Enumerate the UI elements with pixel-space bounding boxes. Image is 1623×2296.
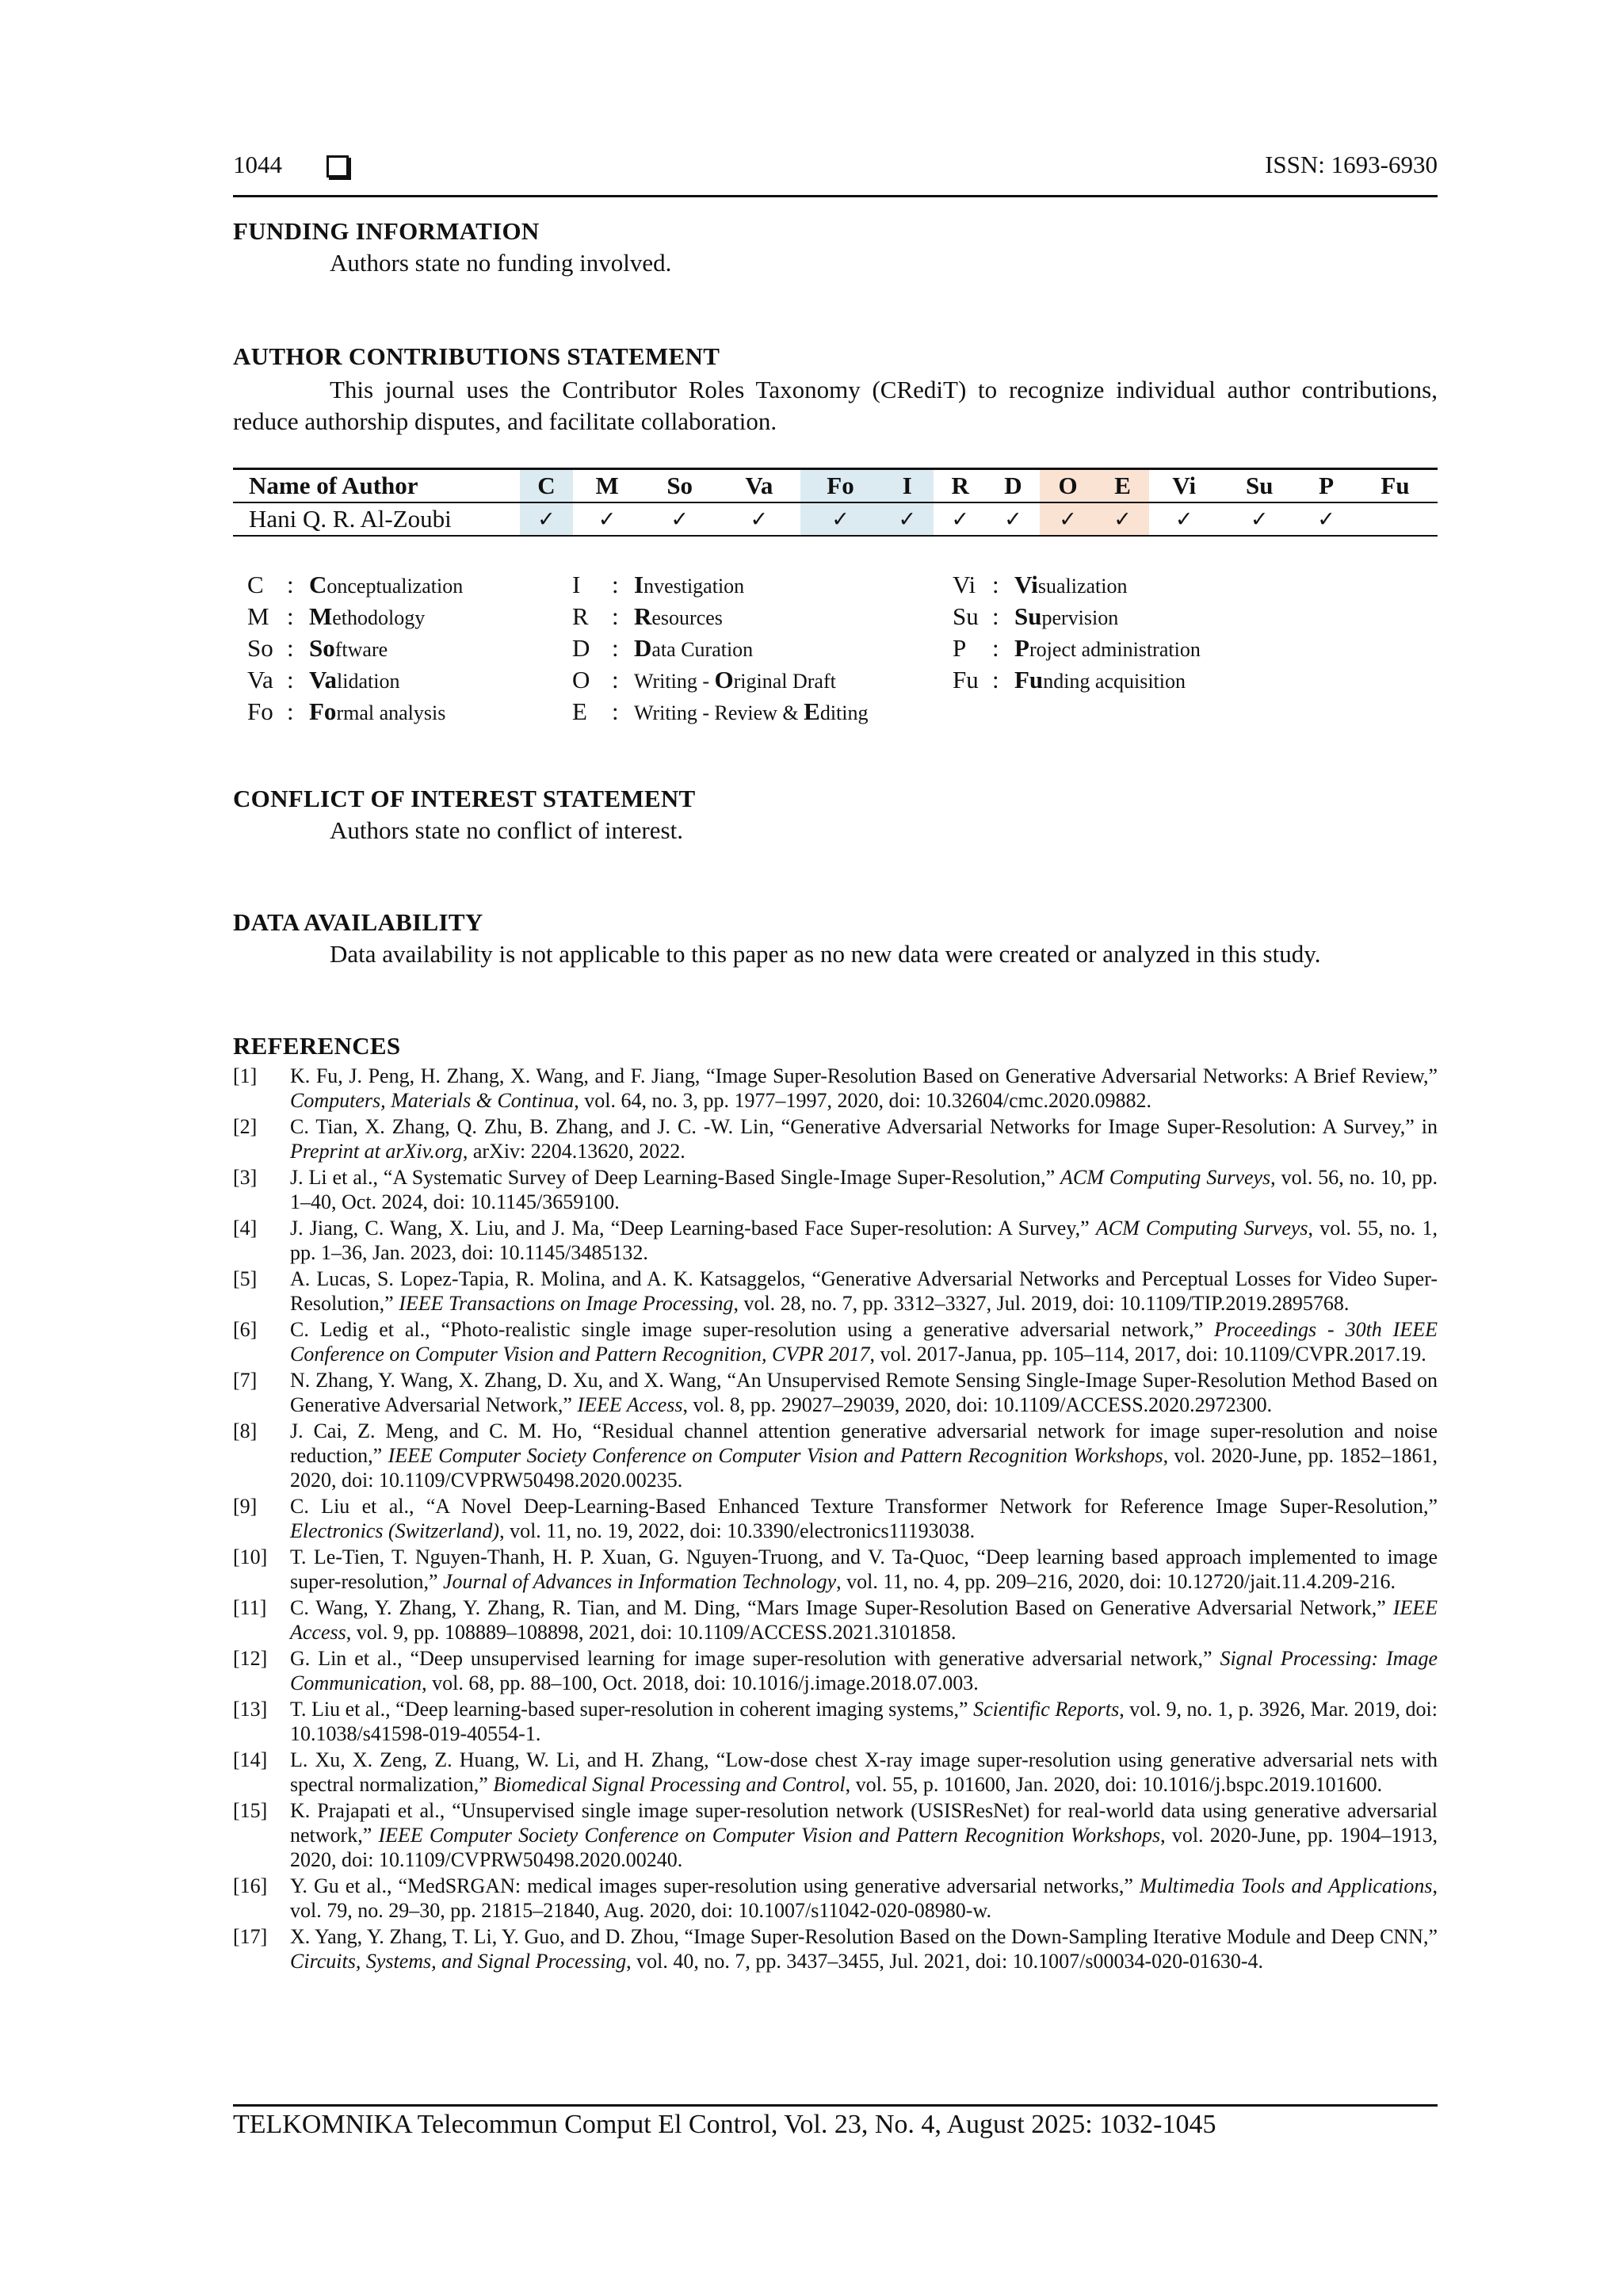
legend-abbr: Fo [247,697,273,725]
legend-rest: sualization [1037,575,1128,598]
legend-colon: : [992,571,999,598]
legend-rest: ethodology [332,606,426,629]
legend-item [247,634,463,666]
role-header-o: O [1040,469,1096,503]
reference-item [233,1064,1438,1113]
reference-details: , vol. 11, no. 4, pp. 209–216, 2020, doi: 10.12720/jait.11.4.209-216. [836,1570,1396,1593]
legend-colon: : [992,666,999,693]
legend-abbr: E [572,697,587,725]
reference-venue: ACM Computing Surveys [1060,1166,1271,1189]
references-heading: REFERENCES [233,1032,401,1060]
reference-venue: ACM Computing Surveys [1095,1217,1308,1240]
reference-venue: Preprint at arXiv.org [290,1140,463,1163]
reference-text: C. Liu et al., “A Novel Deep-Learning-Based Enhanced Texture Transformer Network for Reference Image Super-Resolution,” [290,1495,1438,1518]
legend-item [247,697,463,729]
reference-item [233,1697,1438,1746]
reference-venue: IEEE Transactions on Image Processing [399,1292,734,1315]
reference-text: N. Zhang, Y. Wang, X. Zhang, D. Xu, and X. Wang, “An Unsupervised Remote Sensing Single-Image Super-Resolution Method Based on Generative Adversarial Network,” [290,1369,1438,1416]
reference-venue: Scientific Reports [973,1698,1120,1721]
role-check-p: ✓ [1317,506,1335,532]
reference-details: , vol. 64, no. 3, pp. 1977–1997, 2020, doi: 10.32604/cmc.2020.09882. [574,1089,1151,1112]
reference-number: [4] [233,1217,258,1240]
role-header-i: I [880,469,934,503]
reference-venue: Electronics (Switzerland) [290,1519,500,1542]
legend-rest: nding acquisition [1043,670,1186,693]
legend-item [247,571,463,602]
role-check-fu [1353,502,1438,536]
reference-item [233,1748,1438,1797]
legend-item [953,571,1201,602]
role-header-p: P [1319,472,1335,499]
role-header-va: Va [745,472,773,499]
legend-colon: : [992,634,999,662]
page [233,151,1438,2139]
reference-details: , vol. 55, p. 101600, Jan. 2020, doi: 10.1016/j.bspc.2019.101600. [845,1773,1383,1796]
reference-number: [7] [233,1369,258,1392]
reference-text: C. Tian, X. Zhang, Q. Zhu, B. Zhang, and J. C. -W. Lin, “Generative Adversarial Networks for Image Super-Resolution: A Survey,” in [290,1115,1438,1138]
role-header-vi: Vi [1172,472,1197,499]
legend-abbr: I [572,571,581,598]
reference-number: [1] [233,1064,258,1087]
square-bullet-icon [327,155,349,178]
legend-bold-letters: Vi [1014,571,1038,598]
legend-item [953,634,1201,666]
reference-details: , vol. 79, no. 29–30, pp. 21815–21840, Aug. 2020, doi: 10.1007/s11042-020-08980-w. [290,1874,1438,1922]
role-check-va: ✓ [750,506,769,532]
reference-details: , vol. 8, pp. 29027–29039, 2020, doi: 10.1109/ACCESS.2020.2972300. [682,1393,1273,1416]
legend-item [953,666,1201,697]
reference-item [233,1368,1438,1417]
reference-item [233,1317,1438,1366]
legend-rest: roject administration [1029,638,1201,661]
reference-number: [17] [233,1925,268,1948]
legend-colon: : [992,602,999,630]
reference-text: C. Ledig et al., “Photo-realistic single image super-resolution using a generative adversarial network,” [290,1318,1215,1341]
role-header-su: Su [1245,472,1274,499]
reference-item [233,1494,1438,1543]
legend-colon: : [612,697,619,725]
reference-text: A. Lucas, S. Lopez-Tapia, R. Molina, and A. K. Katsaggelos, “Generative Adversarial Networks and Perceptual Losses for Video Super-Resolution,” [290,1267,1438,1315]
reference-venue: Multimedia Tools and Applications [1140,1874,1433,1897]
name-of-author-header: Name of Author [249,472,418,499]
legend-bold-letters: P [1014,634,1029,662]
reference-details: , vol. 40, no. 7, pp. 3437–3455, Jul. 2021, doi: 10.1007/s00034-020-01630-4. [626,1950,1264,1973]
reference-number: [15] [233,1799,268,1822]
reference-text: K. Fu, J. Peng, H. Zhang, X. Wang, and F. Jiang, “Image Super-Resolution Based on Generative Adversarial Networks: A Brief Review,” [290,1064,1438,1087]
reference-text: G. Lin et al., “Deep unsupervised learning for image super-resolution with generative adversarial network,” [290,1647,1220,1670]
reference-number: [14] [233,1748,268,1771]
legend-bold-letters: I [634,571,644,598]
reference-number: [13] [233,1698,268,1721]
legend-abbr: D [572,634,590,662]
issn-label: ISSN: 1693-6930 [1265,151,1438,178]
legend-abbr: O [572,666,590,693]
reference-details: , vol. 2020-June, pp. 1904–1913, 2020, doi: 10.1109/CVPRW50498.2020.00240. [290,1824,1438,1871]
legend-bold-letters: Su [1014,602,1042,630]
role-check-i: ✓ [880,502,934,536]
legend-column [953,571,1201,697]
legend-abbr: R [572,602,589,630]
reference-venue: IEEE Computer Society Conference on Computer Vision and Pattern Recognition Workshops [378,1824,1161,1847]
role-check-o: ✓ [1040,502,1096,536]
reference-text: L. Xu, X. Zeng, Z. Huang, W. Li, and H. Zhang, “Low-dose chest X-ray image super-resolution using generative adversarial nets with spectral normalization,” [290,1748,1438,1796]
legend-rest: pervision [1041,606,1119,629]
reference-number: [3] [233,1166,258,1189]
legend-column [247,571,463,729]
legend-item [953,602,1201,634]
role-check-fo: ✓ [800,502,881,536]
references-list [233,1064,1438,1975]
legend-bold-letters: D [634,634,652,662]
reference-details: , vol. 28, no. 7, pp. 3312–3327, Jul. 2019, doi: 10.1109/TIP.2019.2895768. [733,1292,1350,1315]
reference-number: [11] [233,1596,267,1619]
reference-details: , vol. 56, no. 10, pp. 1–40, Oct. 2024, doi: 10.1145/3659100. [290,1166,1438,1213]
legend-rest: ata Curation [651,638,754,661]
reference-number: [9] [233,1495,258,1518]
reference-item [233,1216,1438,1265]
reference-text: C. Wang, Y. Zhang, Y. Zhang, R. Tian, and M. Ding, “Mars Image Super-Resolution Based on Generative Adversarial Network,” [290,1596,1393,1619]
page-number: 1044 [233,151,282,178]
role-header-r: R [951,472,969,499]
data-availability-heading: DATA AVAILABILITY [233,908,483,936]
reference-item [233,1545,1438,1594]
legend-rest: riginal Draft [733,670,836,693]
reference-number: [2] [233,1115,258,1138]
role-header-fu: Fu [1381,472,1410,499]
reference-number: [16] [233,1874,268,1897]
legend-prefix: Writing - Review & [634,701,804,724]
role-header-so: So [666,472,693,499]
reference-text: T. Le-Tien, T. Nguyen-Thanh, H. P. Xuan, G. Nguyen-Truong, and V. Ta-Quoc, “Deep learning based approach implemented to image super-resolution,” [290,1545,1438,1593]
legend-item [572,602,869,634]
legend-colon: : [287,602,294,630]
legend-column [572,571,869,729]
legend-bold-letters: C [309,571,327,598]
author-name: Hani Q. R. Al-Zoubi [249,505,452,533]
reference-details: , vol. 11, no. 19, 2022, doi: 10.3390/electronics11193038. [499,1519,976,1542]
reference-item [233,1165,1438,1214]
funding-text: Authors state no funding involved. [330,249,672,277]
legend-rest: ftware [334,638,388,661]
legend-colon: : [612,634,619,662]
role-check-vi: ✓ [1174,506,1193,532]
legend-colon: : [287,571,294,598]
role-header-m: M [595,472,619,499]
footer-citation: TELKOMNIKA Telecommun Comput El Control, Vol. 23, No. 4, August 2025: 1032-1045 [233,2110,1216,2139]
legend-rest: onceptualization [327,575,464,598]
reference-item [233,1798,1438,1872]
reference-number: [10] [233,1545,268,1568]
legend-bold-letters: O [714,666,734,693]
legend-rest: diting [819,701,869,724]
reference-item [233,1266,1438,1316]
legend-abbr: So [247,634,273,662]
role-check-r: ✓ [951,506,969,532]
reference-details: , vol. 9, pp. 108889–108898, 2021, doi: 10.1109/ACCESS.2021.3101858. [346,1621,957,1644]
legend-abbr: M [247,602,269,630]
reference-number: [12] [233,1647,268,1670]
reference-text: J. Cai, Z. Meng, and C. M. Ho, “Residual channel attention generative adversarial network for image super-resolution and noise reduction,” [290,1419,1438,1467]
role-check-m: ✓ [598,506,617,532]
contrib-paragraph: This journal uses the Contributor Roles Taxonomy (CRediT) to recognize individual author contributions, reduce authorship disputes, and facilitate collaboration. [233,376,1438,435]
legend-item [247,666,463,697]
reference-item [233,1595,1438,1645]
legend-item [247,602,463,634]
funding-heading: FUNDING INFORMATION [233,217,540,245]
reference-venue: Circuits, Systems, and Signal Processing [290,1950,627,1973]
role-check-su: ✓ [1250,506,1269,532]
role-check-c: ✓ [520,502,573,536]
reference-venue: Journal of Advances in Information Technology [442,1570,837,1593]
reference-item [233,1646,1438,1695]
reference-text: K. Prajapati et al., “Unsupervised single image super-resolution network (USISResNet) for real-world data using generative adversarial network,” [290,1799,1438,1847]
legend-prefix: Writing - [634,670,715,693]
legend-bold-letters: E [804,697,820,725]
legend-bold-letters: Fu [1014,666,1044,693]
reference-details: , vol. 2017-Janua, pp. 105–114, 2017, doi: 10.1109/CVPR.2017.19. [869,1343,1426,1366]
reference-venue: IEEE Access [577,1393,683,1416]
role-header-d: D [1004,472,1022,499]
reference-number: [5] [233,1267,258,1290]
role-check-d: ✓ [1004,506,1022,532]
legend-colon: : [612,571,619,598]
role-header-e: E [1096,469,1149,503]
reference-item [233,1874,1438,1923]
legend-item [572,571,869,602]
reference-number: [8] [233,1419,258,1442]
conflict-text: Authors state no conflict of interest. [330,816,683,844]
reference-text: Y. Gu et al., “MedSRGAN: medical images super-resolution using generative adversarial networks,” [290,1874,1140,1897]
legend-rest: lidation [337,670,400,693]
legend-bold-letters: So [309,634,335,662]
role-check-so: ✓ [670,506,689,532]
reference-venue: Computers, Materials & Continua [290,1089,575,1112]
reference-details: , arXiv: 2204.13620, 2022. [462,1140,685,1163]
legend-colon: : [287,634,294,662]
legend-item [572,666,869,697]
reference-text: T. Liu et al., “Deep learning-based super-resolution in coherent imaging systems,” [290,1698,974,1721]
legend-rest: rmal analysis [336,701,446,724]
conflict-heading: CONFLICT OF INTEREST STATEMENT [233,785,696,812]
reference-item [233,1114,1438,1163]
legend-abbr: Su [953,602,979,630]
legend-colon: : [612,602,619,630]
legend-abbr: Fu [953,666,979,693]
legend-item [572,697,869,729]
reference-details: , vol. 2020-June, pp. 1852–1861, 2020, doi: 10.1109/CVPRW50498.2020.00235. [290,1444,1438,1492]
reference-details: , vol. 68, pp. 88–100, Oct. 2018, doi: 10.1016/j.image.2018.07.003. [422,1671,979,1694]
legend-abbr: C [247,571,264,598]
contribution-table-row [233,502,1438,536]
contrib-heading: AUTHOR CONTRIBUTIONS STATEMENT [233,342,720,370]
reference-number: [6] [233,1318,258,1341]
reference-venue: Proceedings - 30th IEEE Conference on Computer Vision and Pattern Recognition, CVPR 2017 [290,1318,1438,1366]
reference-text: J. Jiang, C. Wang, X. Liu, and J. Ma, “Deep Learning-based Face Super-resolution: A Survey,” [290,1217,1096,1240]
reference-venue: Signal Processing: Image Communication [290,1647,1438,1694]
contribution-table-header [233,469,1438,503]
reference-item [233,1419,1438,1492]
legend-bold-letters: M [309,602,333,630]
legend-abbr: P [953,634,967,662]
page-footer [233,2104,1438,2140]
legend-abbr: Vi [953,571,976,598]
role-header-c: C [520,469,573,503]
page-header [233,151,1438,197]
reference-venue: IEEE Access [290,1596,1438,1644]
legend-abbr: Va [247,666,273,693]
legend-bold-letters: Fo [309,697,337,725]
contribution-table [233,468,1438,537]
reference-venue: Biomedical Signal Processing and Control [493,1773,846,1796]
reference-details: , vol. 55, no. 1, pp. 1–36, Jan. 2023, doi: 10.1145/3485132. [290,1217,1438,1264]
reference-details: , vol. 9, no. 1, p. 3926, Mar. 2019, doi: 10.1038/s41598-019-40554-1. [290,1698,1438,1745]
legend-colon: : [612,666,619,693]
data-availability-text: Data availability is not applicable to this paper as no new data were created or analyzed in this study. [330,940,1321,968]
reference-text: X. Yang, Y. Zhang, T. Li, Y. Guo, and D. Zhou, “Image Super-Resolution Based on the Down-Sampling Iterative Module and Deep CNN,” [290,1925,1438,1948]
reference-text: J. Li et al., “A Systematic Survey of Deep Learning-Based Single-Image Super-Resolution,” [290,1166,1061,1189]
role-check-e: ✓ [1096,502,1149,536]
role-header-fo: Fo [800,469,881,503]
reference-item [233,1924,1438,1973]
legend-rest: esources [651,606,723,629]
legend-rest: nvestigation [643,575,745,598]
legend-item [572,634,869,666]
legend-colon: : [287,666,294,693]
legend-bold-letters: R [634,602,652,630]
legend-colon: : [287,697,294,725]
reference-venue: IEEE Computer Society Conference on Computer Vision and Pattern Recognition Workshops [388,1444,1163,1467]
legend-bold-letters: Va [309,666,338,693]
